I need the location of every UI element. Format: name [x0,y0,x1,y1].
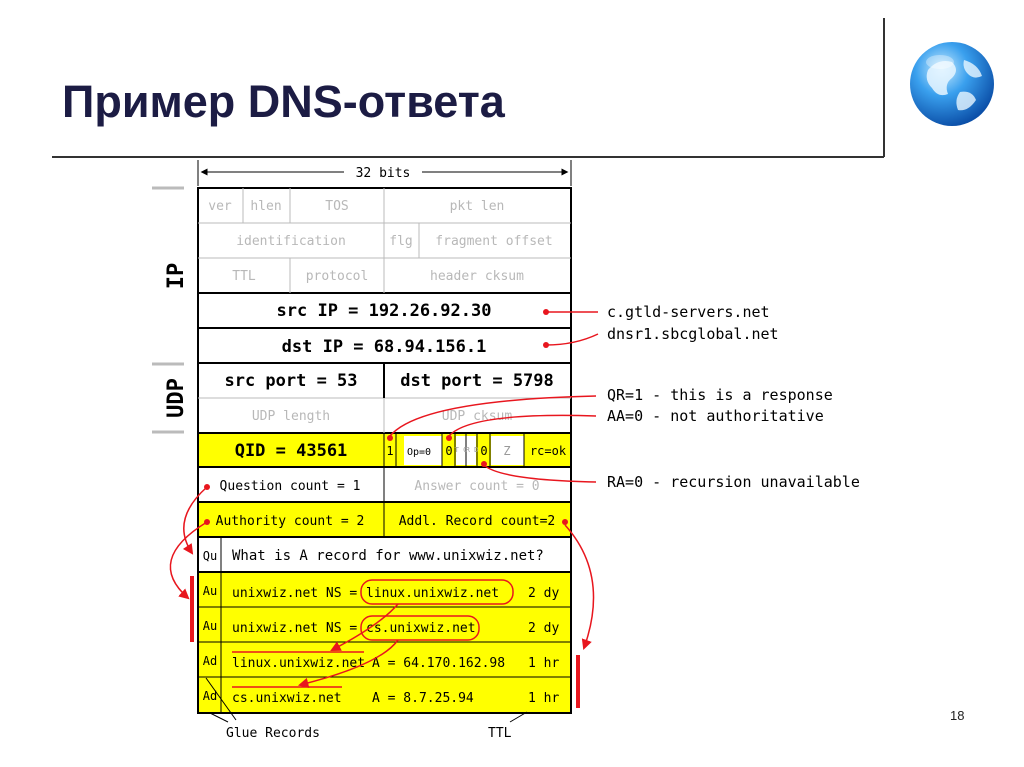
qr-annotation: QR=1 - this is a response [607,386,833,404]
record-ttl: 2 dy [528,621,560,636]
pkt-len-field: pkt len [449,199,505,214]
hlen-field: hlen [250,199,282,214]
record-section: Qu [202,549,218,563]
record-value: A = 8.7.25.94 [372,691,474,706]
question-count-field: Question count = 1 [219,479,361,494]
dst-host-annotation: dnsr1.sbcglobal.net [607,325,779,343]
identification-field: identification [236,234,346,249]
flg-field: flg [389,234,413,249]
record-section: Ad [202,689,218,703]
additional-count-field: Addl. Record count=2 [398,514,556,529]
record-ttl: 1 hr [528,691,560,706]
record-name: cs.unixwiz.net [232,691,342,706]
answer-count-field: Answer count = 0 [414,479,540,494]
udp-length-field: UDP length [251,409,331,424]
record-name: unixwiz.net NS = [232,586,358,601]
record-name: unixwiz.net NS = [232,621,358,636]
glue-records-label: Glue Records [226,726,320,741]
dst-ip-field: dst IP = 68.94.156.1 [281,337,487,357]
record-section: Au [202,619,218,633]
protocol-field: protocol [305,269,369,284]
udp-section-label: UDP [164,378,189,418]
record-value: A = 64.170.162.98 [372,656,506,671]
record-section: Au [202,584,218,598]
ttl-field: TTL [232,269,256,284]
record-value: linux.unixwiz.net [366,586,500,601]
tos-field: TOS [325,199,349,214]
ttl-label: TTL [488,726,512,741]
question-record: What is A record for www.unixwiz.net? [232,548,544,564]
record-value: cs.unixwiz.net [366,621,476,636]
ra-flag: 0 [480,444,488,458]
record-ttl: 2 dy [528,586,560,601]
authority-count-field: Authority count = 2 [215,514,365,529]
ver-field: ver [208,199,232,214]
qid-field: QID = 43561 [234,441,348,461]
width-label: 32 bits [355,166,411,181]
z-flag: Z [503,444,511,458]
rd-flag: R D [465,446,479,454]
ip-section-label: IP [164,262,189,290]
slide-number: 18 [950,708,965,723]
ra-annotation: RA=0 - recursion unavailable [607,473,860,491]
aa-annotation: AA=0 - not authoritative [607,407,824,425]
aa-flag: 0 [445,444,453,458]
udp-cksum-field: UDP cksum [441,409,513,424]
src-port-field: src port = 53 [224,371,358,391]
qr-flag: 1 [386,444,394,458]
opcode-flag: Op=0 [406,447,432,458]
header-cksum-field: header cksum [430,269,524,284]
record-section: Ad [202,654,218,668]
record-name: linux.unixwiz.net [232,656,366,671]
rcode-flag: rc=ok [529,444,567,458]
record-ttl: 1 hr [528,656,560,671]
slide-title: Пример DNS-ответа [62,76,505,127]
src-host-annotation: c.gtld-servers.net [607,303,770,321]
tc-flag: T C [454,446,468,454]
src-ip-field: src IP = 192.26.92.30 [276,301,492,321]
fragment-offset-field: fragment offset [435,234,553,249]
dst-port-field: dst port = 5798 [400,371,554,391]
